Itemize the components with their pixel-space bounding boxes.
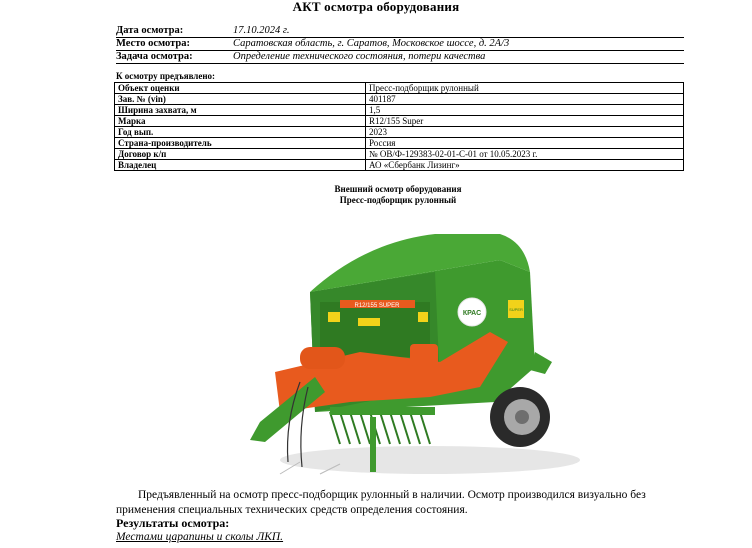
meta-label: Задача осмотра: xyxy=(116,51,193,62)
hydraulic-cylinder xyxy=(300,347,345,369)
meta-value: Определение технического состояния, потери качества xyxy=(233,51,486,62)
table-key: Ширина захвата, м xyxy=(115,105,366,116)
table-value: Пресс-подборщик рулонный xyxy=(366,83,684,94)
table-key: Марка xyxy=(115,116,366,127)
ground-shadow xyxy=(280,446,580,474)
meta-value: Саратовская область, г. Саратов, Московское шоссе, д. 2А/3 xyxy=(233,38,510,49)
warning-sticker xyxy=(328,312,340,322)
table-key: Год вып. xyxy=(115,127,366,138)
table-key: Договор к/п xyxy=(115,149,366,160)
table-row xyxy=(115,160,684,171)
table-row xyxy=(115,105,684,116)
table-key: Объект оценки xyxy=(115,83,366,94)
body-paragraph: Предъявленный на осмотр пресс-подборщик рулонный в наличии. Осмотр производился визуально без применения специальных технических средств определения состояния. xyxy=(116,489,646,516)
table-value: № ОВ/Ф-129383-02-01-С-01 от 10.05.2023 г. xyxy=(366,149,684,160)
meta-row-place xyxy=(116,38,684,51)
table-value: 2023 xyxy=(366,127,684,138)
table-row xyxy=(115,94,684,105)
inspection-meta xyxy=(116,25,684,64)
object-table xyxy=(114,82,684,171)
meta-value: 17.10.2024 г. xyxy=(233,25,290,36)
warning-sticker xyxy=(358,318,380,326)
support-stand xyxy=(370,417,376,472)
table-value: R12/155 Super xyxy=(366,116,684,127)
side-badge-text: SUPER xyxy=(509,307,523,312)
meta-row-task xyxy=(116,51,684,64)
results-heading: Результаты осмотра: xyxy=(116,516,230,530)
table-key: Зав. № (vin) xyxy=(115,94,366,105)
table-key: Страна-производитель xyxy=(115,138,366,149)
pickup-roller xyxy=(330,407,435,415)
table-value: 1,5 xyxy=(366,105,684,116)
table-row xyxy=(115,149,684,160)
model-plate-text: R12/155 SUPER xyxy=(354,303,400,309)
photo-caption-line2: Пресс-подборщик рулонный xyxy=(339,195,457,205)
meta-row-date xyxy=(116,25,684,38)
table-row xyxy=(115,83,684,94)
brand-logo-text: КРАС xyxy=(462,310,482,317)
table-value: 401187 xyxy=(366,94,684,105)
baler-photo xyxy=(190,212,610,487)
table-row xyxy=(115,116,684,127)
meta-label: Дата осмотра: xyxy=(116,25,184,36)
table-value: АО «Сбербанк Лизинг» xyxy=(366,160,684,171)
wheel-hub xyxy=(515,410,529,424)
presented-heading: К осмотру предъявлено: xyxy=(116,71,216,81)
table-row xyxy=(115,138,684,149)
warning-sticker xyxy=(418,312,428,322)
table-value: Россия xyxy=(366,138,684,149)
document-title: АКТ осмотра оборудования xyxy=(292,0,460,14)
photo-caption-line1: Внешний осмотр оборудования xyxy=(334,184,462,194)
table-key: Владелец xyxy=(115,160,366,171)
orange-box xyxy=(410,344,438,366)
pickup-tines xyxy=(330,412,430,444)
table-row xyxy=(115,127,684,138)
results-text: Местами царапины и сколы ЛКП. xyxy=(116,531,284,543)
meta-label: Место осмотра: xyxy=(116,38,191,49)
